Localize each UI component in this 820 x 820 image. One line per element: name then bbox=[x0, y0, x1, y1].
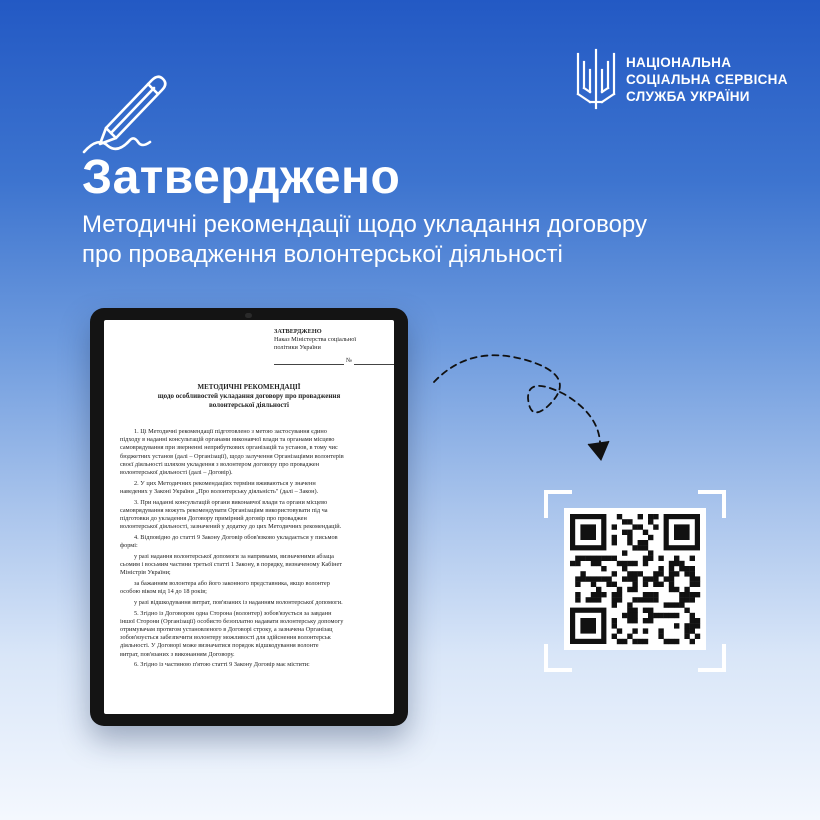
qr-module bbox=[596, 576, 601, 581]
qr-module bbox=[622, 576, 627, 581]
qr-module bbox=[690, 556, 695, 561]
document-line: іншої Сторони (Організації) особисто безоплатно надавати волонтерську допомогу bbox=[120, 617, 344, 625]
qr-module bbox=[632, 545, 637, 550]
qr-module bbox=[643, 639, 648, 644]
qr-module bbox=[658, 556, 663, 561]
qr-module bbox=[570, 561, 575, 566]
document-line: 4. Відповідно до статті 9 Закону Договір обов'язково укладається у письмов bbox=[134, 533, 338, 541]
qr-module bbox=[575, 561, 580, 566]
qr-module bbox=[669, 639, 674, 644]
qr-module bbox=[612, 597, 617, 602]
qr-module bbox=[627, 618, 632, 623]
qr-module bbox=[669, 576, 674, 581]
qr-module bbox=[632, 571, 637, 576]
qr-module bbox=[627, 576, 632, 581]
qr-module bbox=[690, 618, 695, 623]
qr-module bbox=[580, 556, 585, 561]
qr-module bbox=[695, 592, 700, 597]
qr-module bbox=[648, 613, 653, 618]
qr-module bbox=[643, 545, 648, 550]
qr-module bbox=[596, 587, 601, 592]
document-line: бюджетних установ (далі – Організації), щодо залучення Організаціями волонтерів bbox=[120, 452, 344, 460]
qr-code-frame[interactable] bbox=[544, 490, 726, 672]
document-line: 5. Згідно із Договором одна Сторона (волонтер) зобов'язується за завданн bbox=[134, 609, 332, 617]
qr-module bbox=[684, 592, 689, 597]
qr-module bbox=[643, 618, 648, 623]
document-line: підходу в наданні консультацій органами виконавчої влади та органами місцево bbox=[120, 436, 335, 444]
subtitle-line-2: про провадження волонтерської діяльності bbox=[82, 241, 563, 268]
qr-module bbox=[684, 566, 689, 571]
qr-module bbox=[690, 571, 695, 576]
qr-module bbox=[591, 597, 596, 602]
qr-module bbox=[627, 602, 632, 607]
qr-module bbox=[601, 566, 606, 571]
qr-module bbox=[612, 524, 617, 529]
qr-module bbox=[643, 561, 648, 566]
qr-module bbox=[580, 576, 585, 581]
document-line: витрат, пов'язаних з виконанням Договору. bbox=[120, 650, 235, 658]
qr-module bbox=[658, 634, 663, 639]
qr-module bbox=[638, 571, 643, 576]
qr-module bbox=[638, 545, 643, 550]
brand-logo bbox=[574, 48, 788, 110]
document-line: волонтерської діяльності, зазначений у додатку до цих Методичних рекомендацій. bbox=[120, 523, 342, 531]
qr-module bbox=[596, 556, 601, 561]
qr-module bbox=[638, 514, 643, 519]
qr-module bbox=[622, 550, 627, 555]
qr-module bbox=[575, 592, 580, 597]
qr-module bbox=[648, 608, 653, 613]
approval-line-2: політики України bbox=[274, 344, 321, 352]
qr-module bbox=[669, 566, 674, 571]
qr-module bbox=[648, 514, 653, 519]
qr-module bbox=[648, 618, 653, 623]
qr-module bbox=[695, 618, 700, 623]
qr-module bbox=[684, 597, 689, 602]
qr-module bbox=[684, 587, 689, 592]
tablet-device bbox=[90, 308, 408, 726]
document-line: отримувачам протягом установленого в Договорі строку, а зазначена Організац bbox=[120, 625, 333, 633]
qr-module bbox=[679, 561, 684, 566]
qr-module bbox=[580, 524, 596, 540]
brand-line-2: СОЦІАЛЬНА СЕРВІСНА bbox=[626, 71, 788, 87]
qr-module bbox=[638, 597, 643, 602]
qr-module bbox=[617, 639, 622, 644]
qr-module bbox=[643, 530, 648, 535]
qr-module bbox=[653, 514, 658, 519]
qr-module bbox=[648, 550, 653, 555]
qr-module bbox=[653, 524, 658, 529]
qr-module bbox=[658, 571, 663, 576]
qr-module bbox=[674, 587, 679, 592]
qr-module bbox=[627, 540, 632, 545]
qr-module bbox=[664, 639, 669, 644]
qr-module bbox=[684, 634, 689, 639]
qr-module bbox=[627, 634, 632, 639]
qr-module bbox=[580, 618, 596, 634]
document-line: за бажанням волонтера або його законного представника, якщо волонтер bbox=[134, 579, 330, 587]
qr-module bbox=[679, 602, 684, 607]
document-line: наведених у Законі України „Про волонтерську діяльність" (далі – Закон). bbox=[120, 487, 319, 495]
qr-module bbox=[658, 613, 663, 618]
qr-module bbox=[690, 566, 695, 571]
trident-icon bbox=[574, 48, 618, 110]
qr-module bbox=[601, 592, 606, 597]
document-line: 6. Згідно із частиною п'ятою статті 9 Закону Договір має містити: bbox=[134, 661, 310, 669]
qr-module bbox=[648, 535, 653, 540]
qr-module bbox=[669, 571, 674, 576]
qr-module bbox=[638, 639, 643, 644]
qr-module bbox=[674, 556, 679, 561]
qr-module bbox=[575, 597, 580, 602]
approval-block bbox=[274, 328, 394, 365]
qr-module bbox=[684, 608, 689, 613]
pen-signature-icon bbox=[78, 66, 170, 156]
qr-module bbox=[617, 514, 622, 519]
qr-module bbox=[606, 556, 611, 561]
qr-module bbox=[617, 592, 622, 597]
qr-module bbox=[622, 639, 627, 644]
qr-module bbox=[638, 524, 643, 529]
qr-module bbox=[591, 582, 596, 587]
document-line: самоврядування при зверненні неприбуткових організацій та установ, в тому чис bbox=[120, 444, 338, 452]
qr-module bbox=[606, 576, 611, 581]
qr-module bbox=[617, 628, 622, 633]
qr-module bbox=[601, 556, 606, 561]
qr-module bbox=[612, 571, 617, 576]
qr-module bbox=[658, 628, 663, 633]
qr-module bbox=[690, 576, 695, 581]
document-line: 3. При наданні консультацій органи виконавчої влади та органи місцево bbox=[134, 498, 328, 506]
qr-module bbox=[627, 530, 632, 535]
qr-module bbox=[684, 628, 689, 633]
qr-module bbox=[627, 535, 632, 540]
tablet-camera bbox=[245, 313, 252, 318]
qr-module bbox=[622, 561, 627, 566]
qr-module bbox=[617, 561, 622, 566]
qr-module bbox=[632, 639, 637, 644]
qr-module bbox=[695, 582, 700, 587]
qr-module bbox=[695, 623, 700, 628]
qr-module bbox=[627, 571, 632, 576]
qr-module bbox=[612, 634, 617, 639]
brand-line-1: НАЦІОНАЛЬНА bbox=[626, 54, 732, 70]
qr-module bbox=[638, 540, 643, 545]
approval-number-row bbox=[274, 357, 394, 365]
qr-module bbox=[580, 571, 585, 576]
qr-module bbox=[632, 628, 637, 633]
document-line: зобов'язується забезпечити волонтеру можливості для здійснення волонтерськ bbox=[120, 634, 331, 642]
headline: Затверджено bbox=[82, 151, 401, 204]
qr-module bbox=[674, 602, 679, 607]
qr-code-icon[interactable] bbox=[564, 508, 706, 650]
qr-module bbox=[679, 592, 684, 597]
qr-module bbox=[632, 613, 637, 618]
qr-module bbox=[632, 618, 637, 623]
qr-module bbox=[586, 576, 591, 581]
approval-number: № bbox=[345, 356, 352, 364]
approval-heading: ЗАТВЕРДЖЕНО bbox=[274, 328, 322, 335]
brand-line-3: СЛУЖБА УКРАЇНИ bbox=[626, 88, 750, 104]
qr-module bbox=[627, 587, 632, 592]
qr-module bbox=[596, 597, 601, 602]
qr-module bbox=[612, 602, 617, 607]
qr-module bbox=[606, 582, 611, 587]
qr-module bbox=[591, 576, 596, 581]
document-line: 1. Ці Методичні рекомендації підготовлено з метою застосування єдино bbox=[134, 428, 327, 435]
qr-module bbox=[674, 524, 690, 540]
subtitle-line-1: Методичні рекомендації щодо укладання договору bbox=[82, 211, 647, 238]
qr-module bbox=[622, 530, 627, 535]
qr-module bbox=[674, 639, 679, 644]
qr-module bbox=[653, 576, 658, 581]
qr-module bbox=[643, 592, 648, 597]
qr-module bbox=[601, 576, 606, 581]
qr-module bbox=[664, 613, 669, 618]
qr-module bbox=[669, 561, 674, 566]
qr-module bbox=[586, 597, 591, 602]
document-preview bbox=[104, 320, 394, 714]
document-line: Міністрів України; bbox=[120, 569, 171, 577]
qr-module bbox=[669, 582, 674, 587]
qr-module bbox=[648, 519, 653, 524]
qr-module bbox=[658, 566, 663, 571]
qr-module bbox=[653, 571, 658, 576]
qr-module bbox=[679, 597, 684, 602]
qr-module bbox=[632, 587, 637, 592]
qr-module bbox=[612, 535, 617, 540]
document-line: особою віком від 14 до 18 років; bbox=[120, 588, 207, 596]
document-line: своєї діяльності шляхом укладення з волонтером договору про проваджен bbox=[120, 460, 320, 468]
qr-module bbox=[674, 623, 679, 628]
qr-module bbox=[617, 597, 622, 602]
qr-module bbox=[632, 576, 637, 581]
document-line: волонтерської діяльності (далі – Договір). bbox=[120, 469, 233, 477]
document-line: підготовки до укладення Договору примірний договір про проваджен bbox=[120, 515, 307, 523]
qr-module bbox=[575, 556, 580, 561]
qr-module bbox=[690, 613, 695, 618]
document-title-sub-1: щодо особливостей укладання договору про провадження bbox=[157, 392, 341, 400]
qr-module bbox=[664, 576, 669, 581]
qr-module bbox=[674, 571, 679, 576]
qr-module bbox=[643, 582, 648, 587]
qr-module bbox=[669, 613, 674, 618]
document-line: формі: bbox=[120, 542, 138, 550]
qr-module bbox=[669, 602, 674, 607]
qr-module bbox=[612, 592, 617, 597]
qr-module bbox=[622, 519, 627, 524]
qr-module bbox=[632, 608, 637, 613]
dashed-arrow-icon bbox=[430, 350, 620, 470]
document-line: самоврядування можуть рекомендувати Організаціям використовувати під ча bbox=[120, 506, 328, 514]
qr-module bbox=[653, 582, 658, 587]
subtitle bbox=[82, 210, 647, 270]
qr-module bbox=[658, 582, 663, 587]
qr-module bbox=[632, 561, 637, 566]
qr-module bbox=[674, 613, 679, 618]
qr-module bbox=[591, 592, 596, 597]
document-title bbox=[104, 383, 394, 410]
qr-module bbox=[674, 561, 679, 566]
qr-module bbox=[612, 623, 617, 628]
document-line: діяльності. У Договорі може визначатися порядок відшкодування волонте bbox=[120, 642, 319, 650]
approval-line-1: Наказ Міністерства соціальної bbox=[274, 336, 357, 344]
qr-module bbox=[643, 608, 648, 613]
qr-module bbox=[612, 540, 617, 545]
qr-module bbox=[648, 597, 653, 602]
qr-module bbox=[653, 613, 658, 618]
qr-module bbox=[653, 597, 658, 602]
qr-module bbox=[575, 582, 580, 587]
qr-module bbox=[690, 592, 695, 597]
document-line: сьомим і восьмим частини третьої статті 1 Закону, в порядку, визначеному Кабінет bbox=[120, 561, 343, 569]
qr-module bbox=[632, 597, 637, 602]
qr-module bbox=[643, 556, 648, 561]
qr-module bbox=[664, 602, 669, 607]
qr-module bbox=[690, 639, 695, 644]
document-body bbox=[120, 428, 394, 672]
qr-module bbox=[690, 623, 695, 628]
qr-module bbox=[690, 597, 695, 602]
document-line: у разі надання волонтерської допомоги за напрямами, визначеними абзаца bbox=[134, 552, 334, 560]
qr-module bbox=[648, 576, 653, 581]
qr-module bbox=[643, 576, 648, 581]
qr-module bbox=[596, 561, 601, 566]
qr-module bbox=[684, 623, 689, 628]
qr-module bbox=[684, 571, 689, 576]
qr-module bbox=[632, 582, 637, 587]
qr-module bbox=[643, 597, 648, 602]
brand-name bbox=[626, 54, 788, 105]
qr-module bbox=[690, 582, 695, 587]
qr-module bbox=[612, 556, 617, 561]
qr-module bbox=[591, 561, 596, 566]
qr-module bbox=[695, 634, 700, 639]
qr-module bbox=[627, 519, 632, 524]
qr-module bbox=[669, 587, 674, 592]
document-line: 2. У цих Методичних рекомендаціях терміни вживаються у значенн bbox=[134, 479, 316, 487]
qr-pattern bbox=[564, 508, 706, 650]
qr-module bbox=[591, 556, 596, 561]
qr-module bbox=[632, 524, 637, 529]
qr-module bbox=[648, 556, 653, 561]
qr-module bbox=[622, 613, 627, 618]
qr-module bbox=[596, 592, 601, 597]
qr-module bbox=[627, 608, 632, 613]
qr-module bbox=[617, 587, 622, 592]
qr-module bbox=[648, 592, 653, 597]
qr-module bbox=[679, 566, 684, 571]
qr-module bbox=[643, 540, 648, 545]
document-title-main: МЕТОДИЧНІ РЕКОМЕНДАЦІЇ bbox=[197, 383, 301, 391]
qr-module bbox=[612, 618, 617, 623]
qr-module bbox=[627, 613, 632, 618]
document-line: у разі відшкодування витрат, пов'язаних із наданням волонтерської допомоги. bbox=[134, 598, 343, 606]
qr-module bbox=[695, 576, 700, 581]
qr-module bbox=[643, 628, 648, 633]
qr-module bbox=[575, 576, 580, 581]
qr-module bbox=[612, 582, 617, 587]
qr-module bbox=[653, 592, 658, 597]
qr-module bbox=[622, 566, 627, 571]
qr-module bbox=[690, 628, 695, 633]
document-title-sub-2: волонтерської діяльності bbox=[209, 401, 289, 409]
qr-module bbox=[586, 556, 591, 561]
qr-module bbox=[627, 561, 632, 566]
